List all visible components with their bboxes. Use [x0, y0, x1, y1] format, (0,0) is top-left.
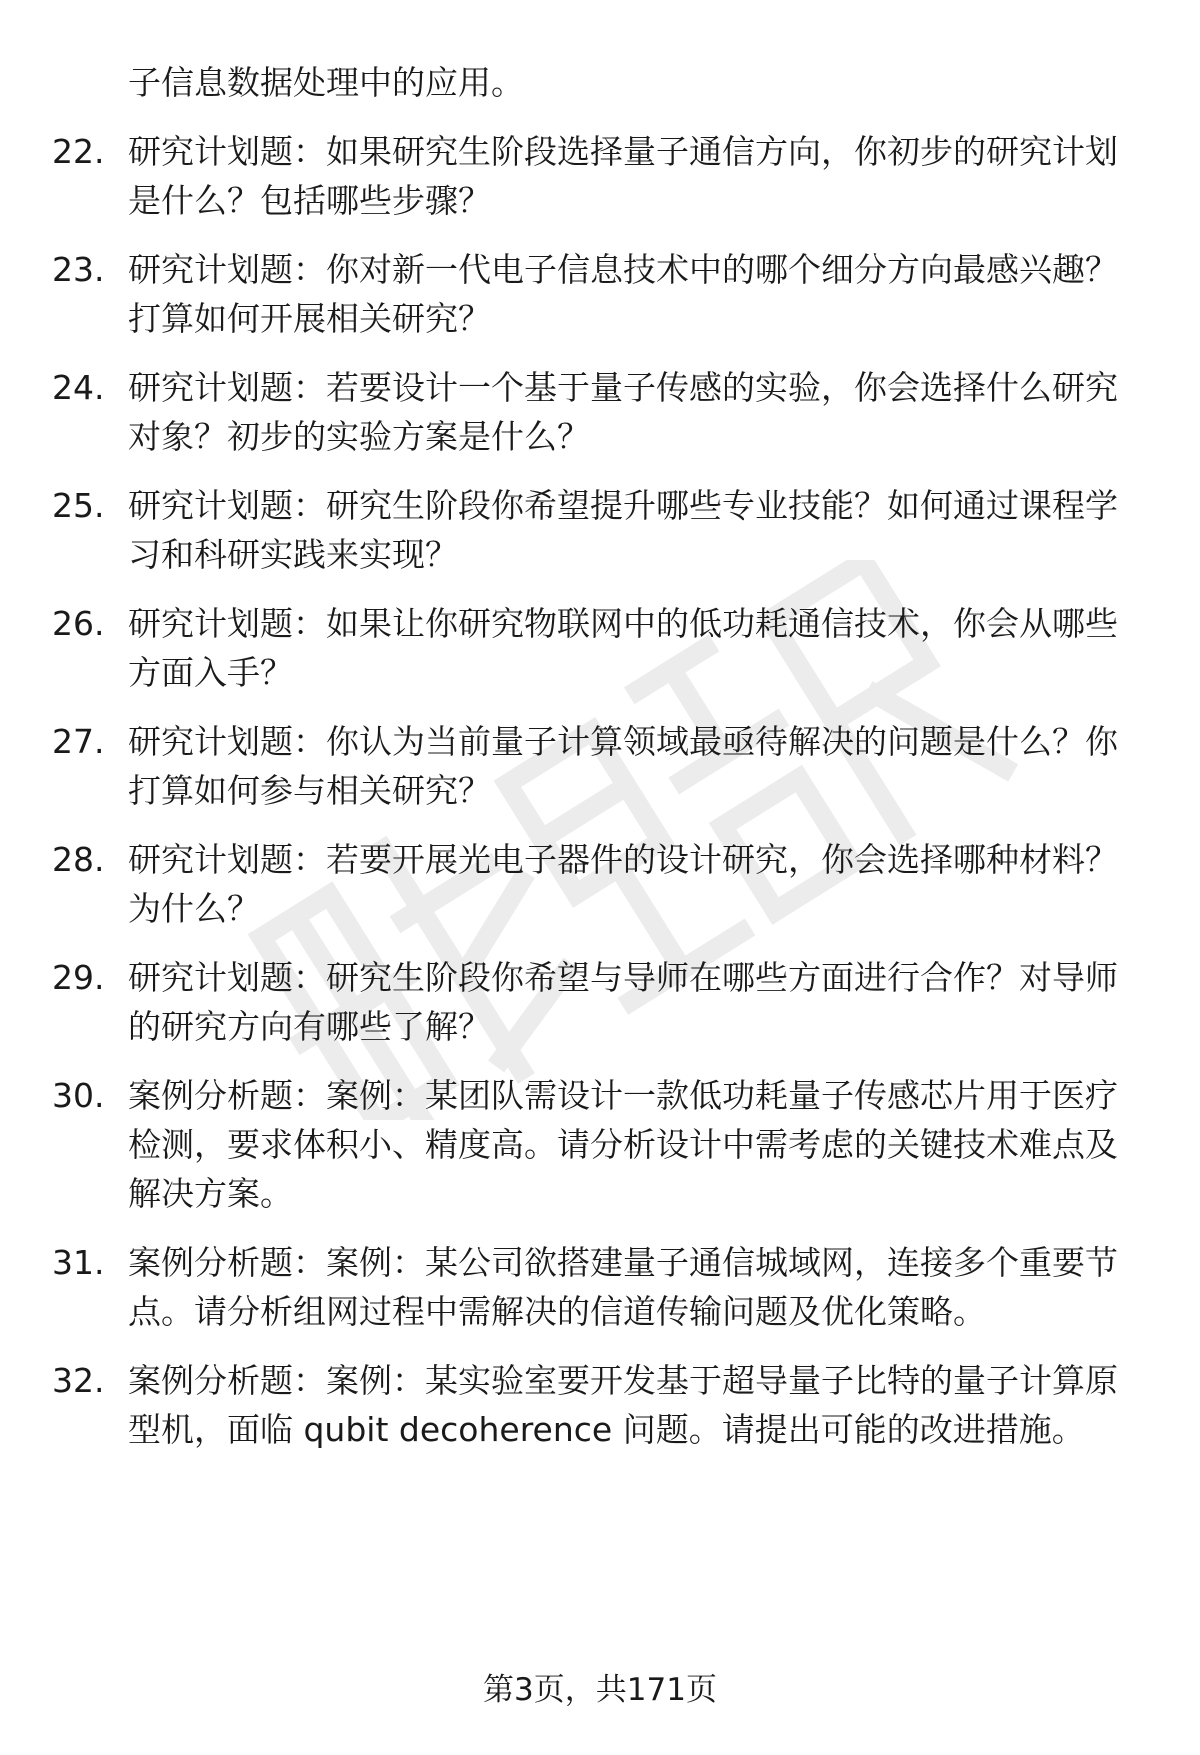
question-number: 28.	[52, 840, 105, 879]
page-footer: 第3页，共171页	[483, 1672, 717, 1708]
question-number: 31.	[52, 1243, 105, 1282]
question-text: 研究计划题：研究生阶段你希望与导师在哪些方面进行合作？对导师的研究方向有哪些了解？	[128, 958, 1118, 1046]
question-text: 研究计划题：若要设计一个基于量子传感的实验，你会选择什么研究对象？初步的实验方案是什么？	[128, 368, 1118, 456]
question-number: 29.	[52, 958, 105, 997]
question-number: 26.	[52, 604, 105, 643]
question-text: 研究计划题：若要开展光电子器件的设计研究，你会选择哪种材料？为什么？	[128, 840, 1118, 928]
question-item	[52, 481, 1142, 579]
question-item	[52, 717, 1142, 815]
question-item	[52, 127, 1142, 225]
question-item	[52, 1356, 1142, 1454]
question-number: 24.	[52, 368, 105, 407]
question-number: 27.	[52, 722, 105, 761]
question-text: 研究计划题：如果让你研究物联网中的低功耗通信技术，你会从哪些方面入手？	[128, 604, 1118, 692]
question-text: 研究计划题：如果研究生阶段选择量子通信方向，你初步的研究计划是什么？包括哪些步骤？	[128, 132, 1118, 220]
question-number: 25.	[52, 486, 105, 525]
question-text: 研究计划题：研究生阶段你希望提升哪些专业技能？如何通过课程学习和科研实践来实现？	[128, 486, 1118, 574]
question-text: 研究计划题：你认为当前量子计算领域最亟待解决的问题是什么？你打算如何参与相关研究？	[128, 722, 1118, 810]
question-number: 23.	[52, 250, 105, 289]
question-item	[52, 245, 1142, 343]
question-number: 30.	[52, 1076, 105, 1115]
question-text: 案例分析题：案例：某实验室要开发基于超导量子比特的量子计算原型机，面临 qubit decoherence 问题。请提出可能的改进措施。	[128, 1361, 1118, 1449]
question-text: 案例分析题：案例：某公司欲搭建量子通信城域网，连接多个重要节点。请分析组网过程中需解决的信道传输问题及优化策略。	[128, 1243, 1118, 1331]
question-item	[52, 599, 1142, 697]
question-item	[52, 1071, 1142, 1218]
question-text: 研究计划题：你对新一代电子信息技术中的哪个细分方向最感兴趣？打算如何开展相关研究？	[128, 250, 1118, 338]
question-number: 32.	[52, 1361, 105, 1400]
continuation-text: 子信息数据处理中的应用。	[128, 63, 524, 102]
question-item	[52, 363, 1142, 461]
question-number: 22.	[52, 132, 105, 171]
question-text: 案例分析题：案例：某团队需设计一款低功耗量子传感芯片用于医疗检测，要求体积小、精度高。请分析设计中需考虑的关键技术难点及解决方案。	[128, 1076, 1118, 1213]
question-item	[52, 953, 1142, 1051]
question-item	[52, 835, 1142, 933]
question-item	[52, 1238, 1142, 1336]
